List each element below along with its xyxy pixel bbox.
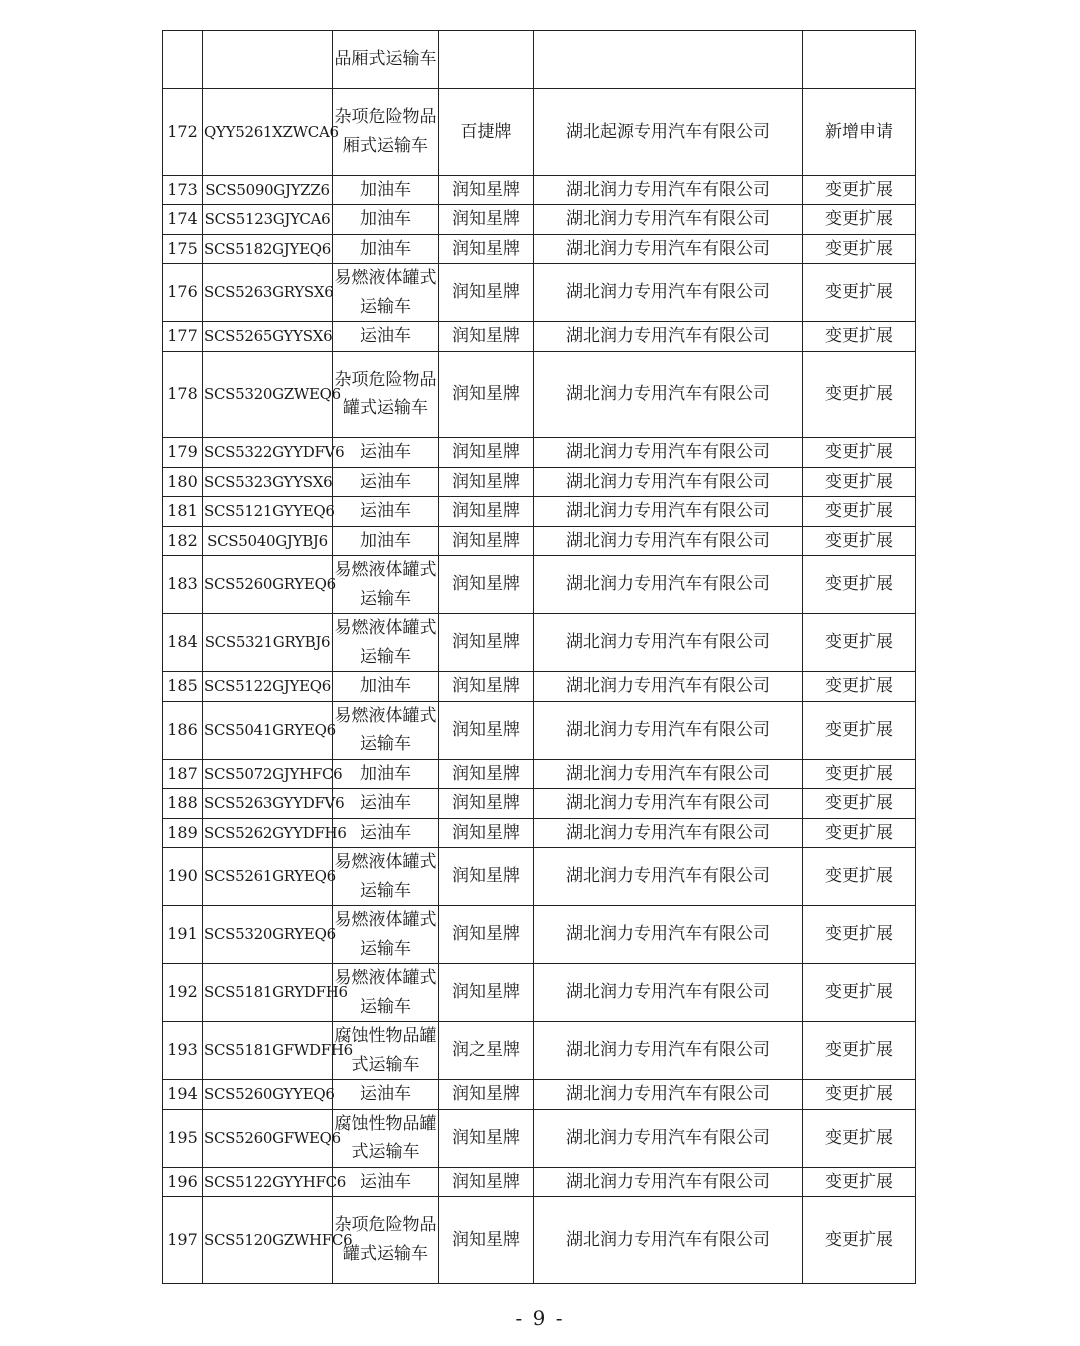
cell-number: 193 <box>163 1022 203 1080</box>
table-body <box>163 31 916 1284</box>
cell-company: 湖北润力专用汽车有限公司 <box>534 964 803 1022</box>
cell-model: SCS5260GYYEQ6 <box>203 1080 333 1110</box>
cell-model: SCS5263GRYSX6 <box>203 264 333 322</box>
cell-vehicle-type: 运油车 <box>333 1080 439 1110</box>
cell-company: 湖北润力专用汽车有限公司 <box>534 556 803 614</box>
cell-company: 湖北润力专用汽车有限公司 <box>534 438 803 468</box>
cell-application-type: 新增申请 <box>803 89 916 176</box>
table-row <box>163 31 916 89</box>
cell-number <box>163 31 203 89</box>
cell-company: 湖北润力专用汽车有限公司 <box>534 789 803 819</box>
cell-vehicle-type: 易燃液体罐式运输车 <box>333 614 439 672</box>
cell-vehicle-type: 运油车 <box>333 497 439 527</box>
cell-company: 湖北润力专用汽车有限公司 <box>534 848 803 906</box>
cell-vehicle-type: 加油车 <box>333 759 439 789</box>
cell-model: SCS5182GJYEQ6 <box>203 234 333 264</box>
table-row <box>163 672 916 702</box>
table-row <box>163 556 916 614</box>
cell-model: SCS5321GRYBJ6 <box>203 614 333 672</box>
cell-model: SCS5181GFWDFH6 <box>203 1022 333 1080</box>
cell-application-type: 变更扩展 <box>803 1109 916 1167</box>
cell-company: 湖北润力专用汽车有限公司 <box>534 175 803 205</box>
cell-company: 湖北润力专用汽车有限公司 <box>534 759 803 789</box>
vehicle-catalog-sheet <box>162 30 915 1284</box>
cell-vehicle-type: 加油车 <box>333 205 439 235</box>
cell-number: 194 <box>163 1080 203 1110</box>
cell-vehicle-type: 运油车 <box>333 322 439 352</box>
cell-application-type: 变更扩展 <box>803 526 916 556</box>
cell-number: 195 <box>163 1109 203 1167</box>
cell-vehicle-type: 加油车 <box>333 175 439 205</box>
cell-model: SCS5260GFWEQ6 <box>203 1109 333 1167</box>
cell-model: SCS5322GYYDFV6 <box>203 438 333 468</box>
cell-brand: 润知星牌 <box>439 175 534 205</box>
cell-vehicle-type: 腐蚀性物品罐式运输车 <box>333 1022 439 1080</box>
table-row <box>163 1167 916 1197</box>
cell-number: 173 <box>163 175 203 205</box>
table-row <box>163 789 916 819</box>
cell-company: 湖北润力专用汽车有限公司 <box>534 1022 803 1080</box>
cell-model: QYY5261XZWCA6 <box>203 89 333 176</box>
cell-vehicle-type: 杂项危险物品罐式运输车 <box>333 351 439 438</box>
cell-model: SCS5320GRYEQ6 <box>203 906 333 964</box>
cell-company: 湖北润力专用汽车有限公司 <box>534 497 803 527</box>
cell-brand: 润知星牌 <box>439 1080 534 1110</box>
cell-vehicle-type: 加油车 <box>333 526 439 556</box>
cell-brand: 润知星牌 <box>439 964 534 1022</box>
cell-application-type: 变更扩展 <box>803 1197 916 1284</box>
table-row <box>163 759 916 789</box>
cell-application-type: 变更扩展 <box>803 906 916 964</box>
cell-application-type: 变更扩展 <box>803 818 916 848</box>
table-row <box>163 701 916 759</box>
cell-application-type: 变更扩展 <box>803 672 916 702</box>
cell-number: 188 <box>163 789 203 819</box>
cell-model: SCS5072GJYHFC6 <box>203 759 333 789</box>
cell-company: 湖北润力专用汽车有限公司 <box>534 1167 803 1197</box>
cell-model: SCS5323GYYSX6 <box>203 467 333 497</box>
cell-brand <box>439 31 534 89</box>
cell-model: SCS5262GYYDFH6 <box>203 818 333 848</box>
cell-application-type: 变更扩展 <box>803 497 916 527</box>
cell-number: 190 <box>163 848 203 906</box>
cell-brand: 百捷牌 <box>439 89 534 176</box>
cell-company: 湖北润力专用汽车有限公司 <box>534 701 803 759</box>
cell-number: 174 <box>163 205 203 235</box>
cell-company: 湖北润力专用汽车有限公司 <box>534 1197 803 1284</box>
cell-model: SCS5120GZWHFC6 <box>203 1197 333 1284</box>
cell-company: 湖北润力专用汽车有限公司 <box>534 1080 803 1110</box>
cell-brand: 润知星牌 <box>439 906 534 964</box>
cell-number: 197 <box>163 1197 203 1284</box>
cell-application-type: 变更扩展 <box>803 234 916 264</box>
cell-vehicle-type: 易燃液体罐式运输车 <box>333 906 439 964</box>
cell-application-type: 变更扩展 <box>803 175 916 205</box>
cell-model: SCS5121GYYEQ6 <box>203 497 333 527</box>
cell-brand: 润知星牌 <box>439 556 534 614</box>
cell-company: 湖北润力专用汽车有限公司 <box>534 1109 803 1167</box>
cell-company: 湖北润力专用汽车有限公司 <box>534 614 803 672</box>
cell-vehicle-type: 易燃液体罐式运输车 <box>333 264 439 322</box>
cell-brand: 润知星牌 <box>439 701 534 759</box>
cell-brand: 润知星牌 <box>439 848 534 906</box>
cell-vehicle-type: 运油车 <box>333 467 439 497</box>
cell-company: 湖北润力专用汽车有限公司 <box>534 526 803 556</box>
table-row <box>163 322 916 352</box>
cell-company: 湖北润力专用汽车有限公司 <box>534 234 803 264</box>
cell-brand: 润知星牌 <box>439 264 534 322</box>
cell-number: 196 <box>163 1167 203 1197</box>
cell-application-type: 变更扩展 <box>803 351 916 438</box>
cell-number: 185 <box>163 672 203 702</box>
cell-vehicle-type: 易燃液体罐式运输车 <box>333 848 439 906</box>
cell-company: 湖北起源专用汽车有限公司 <box>534 89 803 176</box>
table-row <box>163 526 916 556</box>
cell-brand: 润知星牌 <box>439 1197 534 1284</box>
cell-model: SCS5123GJYCA6 <box>203 205 333 235</box>
table-row <box>163 89 916 176</box>
cell-brand: 润知星牌 <box>439 351 534 438</box>
cell-number: 179 <box>163 438 203 468</box>
cell-company: 湖北润力专用汽车有限公司 <box>534 351 803 438</box>
cell-brand: 润知星牌 <box>439 497 534 527</box>
table-row <box>163 205 916 235</box>
table-row <box>163 438 916 468</box>
cell-vehicle-type: 加油车 <box>333 672 439 702</box>
cell-brand: 润知星牌 <box>439 789 534 819</box>
cell-vehicle-type: 杂项危险物品厢式运输车 <box>333 89 439 176</box>
cell-model: SCS5265GYYSX6 <box>203 322 333 352</box>
cell-brand: 润知星牌 <box>439 614 534 672</box>
cell-brand: 润知星牌 <box>439 1167 534 1197</box>
table-row <box>163 467 916 497</box>
cell-brand: 润知星牌 <box>439 759 534 789</box>
table-row <box>163 1022 916 1080</box>
table-row <box>163 964 916 1022</box>
cell-vehicle-type: 品厢式运输车 <box>333 31 439 89</box>
cell-brand: 润知星牌 <box>439 1109 534 1167</box>
cell-brand: 润知星牌 <box>439 205 534 235</box>
cell-application-type: 变更扩展 <box>803 438 916 468</box>
cell-model <box>203 31 333 89</box>
cell-application-type: 变更扩展 <box>803 1022 916 1080</box>
table-row <box>163 906 916 964</box>
cell-company: 湖北润力专用汽车有限公司 <box>534 322 803 352</box>
cell-number: 186 <box>163 701 203 759</box>
table-row <box>163 848 916 906</box>
cell-number: 180 <box>163 467 203 497</box>
cell-number: 178 <box>163 351 203 438</box>
cell-vehicle-type: 杂项危险物品罐式运输车 <box>333 1197 439 1284</box>
cell-application-type: 变更扩展 <box>803 1080 916 1110</box>
cell-number: 175 <box>163 234 203 264</box>
cell-number: 182 <box>163 526 203 556</box>
cell-vehicle-type: 易燃液体罐式运输车 <box>333 964 439 1022</box>
cell-model: SCS5263GYYDFV6 <box>203 789 333 819</box>
cell-brand: 润知星牌 <box>439 234 534 264</box>
table-row <box>163 234 916 264</box>
cell-application-type: 变更扩展 <box>803 759 916 789</box>
table-row <box>163 1109 916 1167</box>
table-row <box>163 1080 916 1110</box>
cell-company: 湖北润力专用汽车有限公司 <box>534 906 803 964</box>
table-row <box>163 614 916 672</box>
cell-vehicle-type: 运油车 <box>333 789 439 819</box>
cell-brand: 润之星牌 <box>439 1022 534 1080</box>
table-row <box>163 497 916 527</box>
cell-number: 184 <box>163 614 203 672</box>
cell-brand: 润知星牌 <box>439 526 534 556</box>
cell-application-type: 变更扩展 <box>803 701 916 759</box>
table-row <box>163 818 916 848</box>
cell-model: SCS5261GRYEQ6 <box>203 848 333 906</box>
cell-application-type: 变更扩展 <box>803 322 916 352</box>
cell-application-type: 变更扩展 <box>803 467 916 497</box>
cell-vehicle-type: 易燃液体罐式运输车 <box>333 701 439 759</box>
cell-vehicle-type: 加油车 <box>333 234 439 264</box>
cell-number: 181 <box>163 497 203 527</box>
page-number: - 9 - <box>515 1306 565 1330</box>
cell-company: 湖北润力专用汽车有限公司 <box>534 818 803 848</box>
cell-brand: 润知星牌 <box>439 818 534 848</box>
cell-vehicle-type: 运油车 <box>333 1167 439 1197</box>
cell-brand: 润知星牌 <box>439 672 534 702</box>
cell-company: 湖北润力专用汽车有限公司 <box>534 205 803 235</box>
cell-vehicle-type: 运油车 <box>333 818 439 848</box>
cell-brand: 润知星牌 <box>439 438 534 468</box>
cell-model: SCS5122GJYEQ6 <box>203 672 333 702</box>
cell-application-type: 变更扩展 <box>803 964 916 1022</box>
table-row <box>163 264 916 322</box>
vehicle-catalog-table <box>162 30 916 1284</box>
cell-model: SCS5320GZWEQ6 <box>203 351 333 438</box>
cell-application-type: 变更扩展 <box>803 789 916 819</box>
cell-number: 187 <box>163 759 203 789</box>
table-row <box>163 175 916 205</box>
cell-company <box>534 31 803 89</box>
cell-application-type: 变更扩展 <box>803 556 916 614</box>
cell-number: 176 <box>163 264 203 322</box>
table-row <box>163 1197 916 1284</box>
cell-number: 172 <box>163 89 203 176</box>
cell-company: 湖北润力专用汽车有限公司 <box>534 672 803 702</box>
cell-brand: 润知星牌 <box>439 322 534 352</box>
cell-application-type <box>803 31 916 89</box>
cell-company: 湖北润力专用汽车有限公司 <box>534 264 803 322</box>
cell-model: SCS5090GJYZZ6 <box>203 175 333 205</box>
cell-model: SCS5260GRYEQ6 <box>203 556 333 614</box>
cell-brand: 润知星牌 <box>439 467 534 497</box>
cell-company: 湖北润力专用汽车有限公司 <box>534 467 803 497</box>
cell-number: 177 <box>163 322 203 352</box>
cell-number: 191 <box>163 906 203 964</box>
cell-vehicle-type: 腐蚀性物品罐式运输车 <box>333 1109 439 1167</box>
cell-vehicle-type: 运油车 <box>333 438 439 468</box>
cell-vehicle-type: 易燃液体罐式运输车 <box>333 556 439 614</box>
cell-number: 189 <box>163 818 203 848</box>
cell-application-type: 变更扩展 <box>803 614 916 672</box>
cell-number: 183 <box>163 556 203 614</box>
cell-model: SCS5040GJYBJ6 <box>203 526 333 556</box>
cell-application-type: 变更扩展 <box>803 205 916 235</box>
cell-model: SCS5122GYYHFC6 <box>203 1167 333 1197</box>
cell-application-type: 变更扩展 <box>803 264 916 322</box>
cell-number: 192 <box>163 964 203 1022</box>
cell-application-type: 变更扩展 <box>803 848 916 906</box>
cell-model: SCS5181GRYDFH6 <box>203 964 333 1022</box>
cell-application-type: 变更扩展 <box>803 1167 916 1197</box>
cell-model: SCS5041GRYEQ6 <box>203 701 333 759</box>
table-row <box>163 351 916 438</box>
